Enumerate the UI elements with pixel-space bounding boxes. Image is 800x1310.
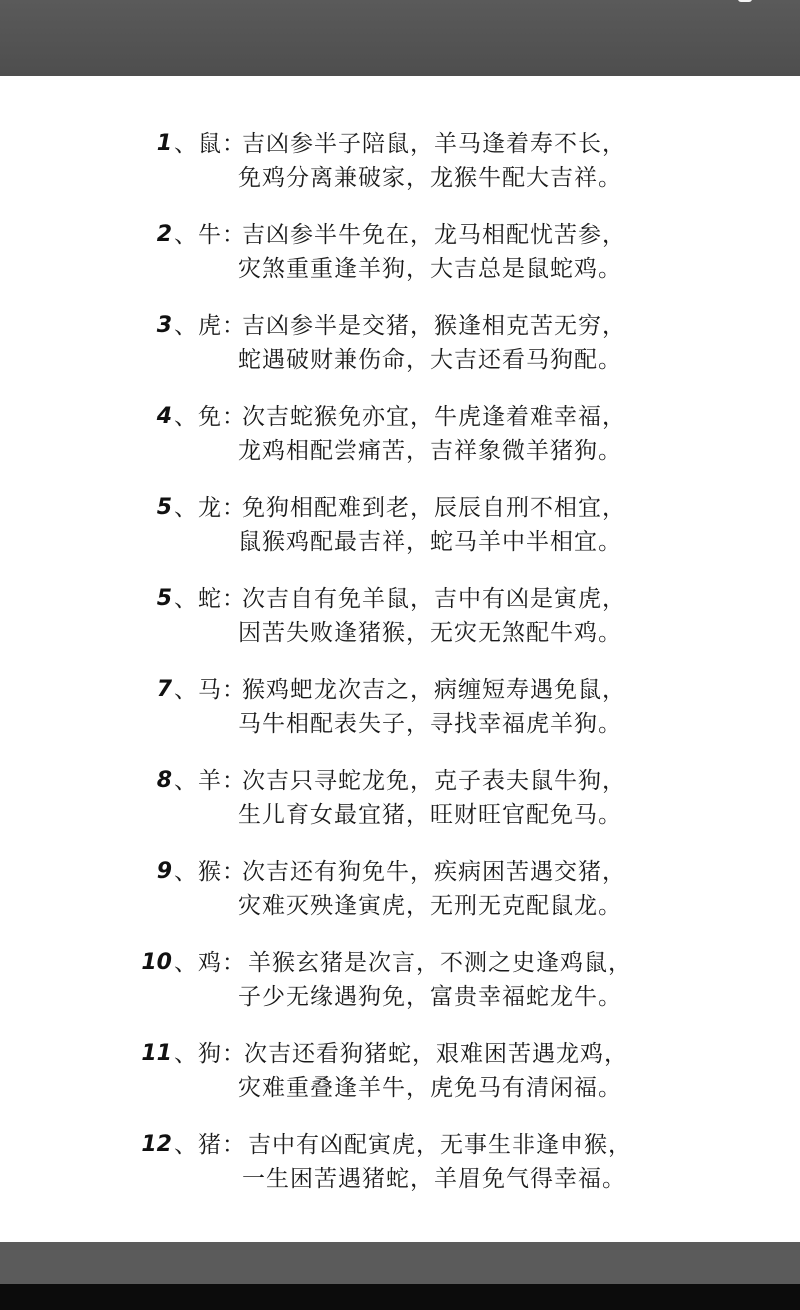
item-head: 、羊： xyxy=(174,768,246,794)
item-number: 5 xyxy=(156,586,172,611)
item-animal: 蛇 xyxy=(198,586,222,612)
item-line-2: 鼠猴鸡配最吉祥，蛇马羊中半相宜。 xyxy=(238,529,622,555)
list-item xyxy=(0,583,800,674)
item-animal: 马 xyxy=(198,677,222,703)
item-line-1: 吉凶参半是交猪，猴逢相克苦无穷， xyxy=(242,313,626,339)
item-head: 、鸡： xyxy=(174,950,246,976)
item-animal: 狗 xyxy=(198,1041,222,1067)
item-head: 、猴： xyxy=(174,859,246,885)
bottom-bar xyxy=(0,1242,800,1284)
list-item xyxy=(0,1129,800,1220)
item-number: 7 xyxy=(156,677,172,702)
list-item xyxy=(0,856,800,947)
item-animal: 龙 xyxy=(198,495,222,521)
item-head: 、虎： xyxy=(174,313,246,339)
list-item xyxy=(0,128,800,219)
item-number: 3 xyxy=(156,313,172,338)
list-item xyxy=(0,674,800,765)
top-bar xyxy=(0,0,800,76)
item-animal: 虎 xyxy=(198,313,222,339)
item-head: 、马： xyxy=(174,677,246,703)
bottom-strip xyxy=(0,1284,800,1310)
item-animal: 猴 xyxy=(198,859,222,885)
item-line-2: 因苦失败逢猪猴，无灾无煞配牛鸡。 xyxy=(238,620,622,646)
item-head: 、牛： xyxy=(174,222,246,248)
item-line-2: 免鸡分离兼破家，龙猴牛配大吉祥。 xyxy=(238,165,622,191)
list-item xyxy=(0,765,800,856)
item-line-1: 次吉只寻蛇龙免，克子表夫鼠牛狗， xyxy=(242,768,626,794)
list-item xyxy=(0,492,800,583)
list-item xyxy=(0,401,800,492)
item-number: 2 xyxy=(156,222,172,247)
zodiac-list xyxy=(0,128,800,1220)
item-number: 5 xyxy=(156,495,172,520)
item-number: 4 xyxy=(156,404,172,429)
item-head: 、鼠： xyxy=(174,131,246,157)
item-number: 10 xyxy=(141,950,172,975)
item-line-2: 一生困苦遇猪蛇，羊眉免气得幸福。 xyxy=(242,1166,626,1192)
item-line-2: 蛇遇破财兼伤命，大吉还看马狗配。 xyxy=(238,347,622,373)
item-number: 8 xyxy=(156,768,172,793)
item-line-2: 灾难灭殃逢寅虎，无刑无克配鼠龙。 xyxy=(238,893,622,919)
list-item xyxy=(0,1038,800,1129)
item-line-1: 次吉还看狗猪蛇，艰难困苦遇龙鸡， xyxy=(244,1041,628,1067)
item-line-2: 灾难重叠逢羊牛，虎免马有清闲福。 xyxy=(238,1075,622,1101)
item-line-1: 次吉蛇猴免亦宜，牛虎逢着难幸福， xyxy=(242,404,626,430)
item-line-1: 吉中有凶配寅虎，无事生非逢申猴， xyxy=(248,1132,632,1158)
status-indicator xyxy=(738,0,752,2)
item-line-2: 龙鸡相配尝痛苦，吉祥象微羊猪狗。 xyxy=(238,438,622,464)
item-line-2: 子少无缘遇狗免，富贵幸福蛇龙牛。 xyxy=(238,984,622,1010)
item-head: 、猪： xyxy=(174,1132,246,1158)
item-animal: 羊 xyxy=(198,768,222,794)
list-item xyxy=(0,310,800,401)
item-animal: 鸡 xyxy=(198,950,222,976)
item-line-1: 猴鸡蚆龙次吉之，病缠短寿遇免鼠， xyxy=(242,677,626,703)
item-line-2: 马牛相配表失子，寻找幸福虎羊狗。 xyxy=(238,711,622,737)
item-head: 、狗： xyxy=(174,1041,246,1067)
item-number: 1 xyxy=(156,131,172,156)
list-item xyxy=(0,947,800,1038)
item-line-1: 次吉还有狗免牛，疾病困苦遇交猪， xyxy=(242,859,626,885)
item-line-1: 羊猴玄猪是次言，不测之史逢鸡鼠， xyxy=(248,950,632,976)
item-line-1: 吉凶参半子陪鼠，羊马逢着寿不长， xyxy=(242,131,626,157)
item-animal: 鼠 xyxy=(198,131,222,157)
item-number: 12 xyxy=(141,1132,172,1157)
item-animal: 猪 xyxy=(198,1132,222,1158)
list-item xyxy=(0,219,800,310)
item-head: 、龙： xyxy=(174,495,246,521)
item-head: 、蛇： xyxy=(174,586,246,612)
item-line-1: 吉凶参半牛免在，龙马相配忧苦参， xyxy=(242,222,626,248)
item-animal: 牛 xyxy=(198,222,222,248)
item-number: 11 xyxy=(141,1041,172,1066)
item-head: 、免： xyxy=(174,404,246,430)
item-line-2: 生儿育女最宜猪，旺财旺官配免马。 xyxy=(238,802,622,828)
item-number: 9 xyxy=(156,859,172,884)
item-line-1: 次吉自有免羊鼠，吉中有凶是寅虎， xyxy=(242,586,626,612)
item-line-1: 免狗相配难到老，辰辰自刑不相宜， xyxy=(242,495,626,521)
item-animal: 免 xyxy=(198,404,222,430)
item-line-2: 灾煞重重逢羊狗，大吉总是鼠蛇鸡。 xyxy=(238,256,622,282)
